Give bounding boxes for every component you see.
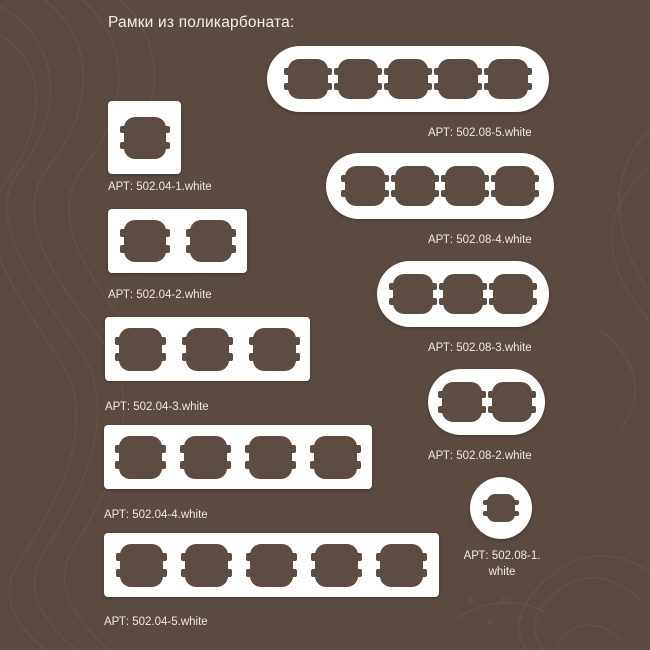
frame-caption-502-08-4: АРТ: 502.08-4.white <box>428 234 532 246</box>
frame-caption-502-08-1: АРТ: 502.08-1. white <box>463 550 541 578</box>
frame-caption-502-08-3: АРТ: 502.08-3.white <box>428 342 532 354</box>
socket-opening <box>495 166 535 206</box>
socket-opening <box>120 544 163 587</box>
socket-opening <box>314 436 357 479</box>
frame-body-502-04-1 <box>108 101 181 174</box>
socket-opening <box>442 382 482 422</box>
socket-opening <box>288 59 328 99</box>
frame-caption-502-08-2: АРТ: 502.08-2.white <box>428 450 532 462</box>
frame-caption-502-04-2: АРТ: 502.04-2.white <box>108 289 212 301</box>
frame-caption-502-04-1: АРТ: 502.04-1.white <box>108 181 212 193</box>
socket-opening <box>124 220 166 262</box>
socket-opening <box>492 382 532 422</box>
page-title: Рамки из поликарбоната: <box>108 14 295 31</box>
socket-opening <box>493 274 533 314</box>
socket-opening <box>249 436 292 479</box>
socket-opening <box>250 544 293 587</box>
socket-opening <box>438 59 478 99</box>
frame-body-502-08-4 <box>326 153 554 219</box>
socket-opening <box>445 166 485 206</box>
socket-opening <box>338 59 378 99</box>
frame-body-502-08-1 <box>470 477 532 539</box>
frame-body-502-04-3 <box>105 317 310 381</box>
socket-opening <box>395 166 435 206</box>
socket-opening <box>487 494 515 522</box>
socket-opening <box>186 328 229 371</box>
frame-body-502-04-5 <box>104 533 439 597</box>
socket-opening <box>119 436 162 479</box>
socket-opening <box>119 328 162 371</box>
socket-opening <box>488 59 528 99</box>
socket-opening <box>190 220 232 262</box>
socket-opening <box>380 544 423 587</box>
frame-body-502-04-4 <box>104 425 372 489</box>
socket-opening <box>345 166 385 206</box>
socket-opening <box>185 544 228 587</box>
frame-caption-502-04-3: АРТ: 502.04-3.white <box>105 401 209 413</box>
socket-opening <box>124 117 166 159</box>
socket-opening <box>393 274 433 314</box>
frame-caption-502-04-4: АРТ: 502.04-4.white <box>104 509 208 521</box>
socket-opening <box>443 274 483 314</box>
frame-body-502-08-5 <box>267 46 549 112</box>
frame-body-502-08-3 <box>377 261 549 327</box>
frame-body-502-08-2 <box>428 369 545 435</box>
frame-caption-502-08-5: АРТ: 502.08-5.white <box>428 127 532 139</box>
frame-body-502-04-2 <box>108 209 247 273</box>
socket-opening <box>184 436 227 479</box>
socket-opening <box>388 59 428 99</box>
socket-opening <box>315 544 358 587</box>
socket-opening <box>253 328 296 371</box>
frame-caption-502-04-5: АРТ: 502.04-5.white <box>104 616 208 628</box>
